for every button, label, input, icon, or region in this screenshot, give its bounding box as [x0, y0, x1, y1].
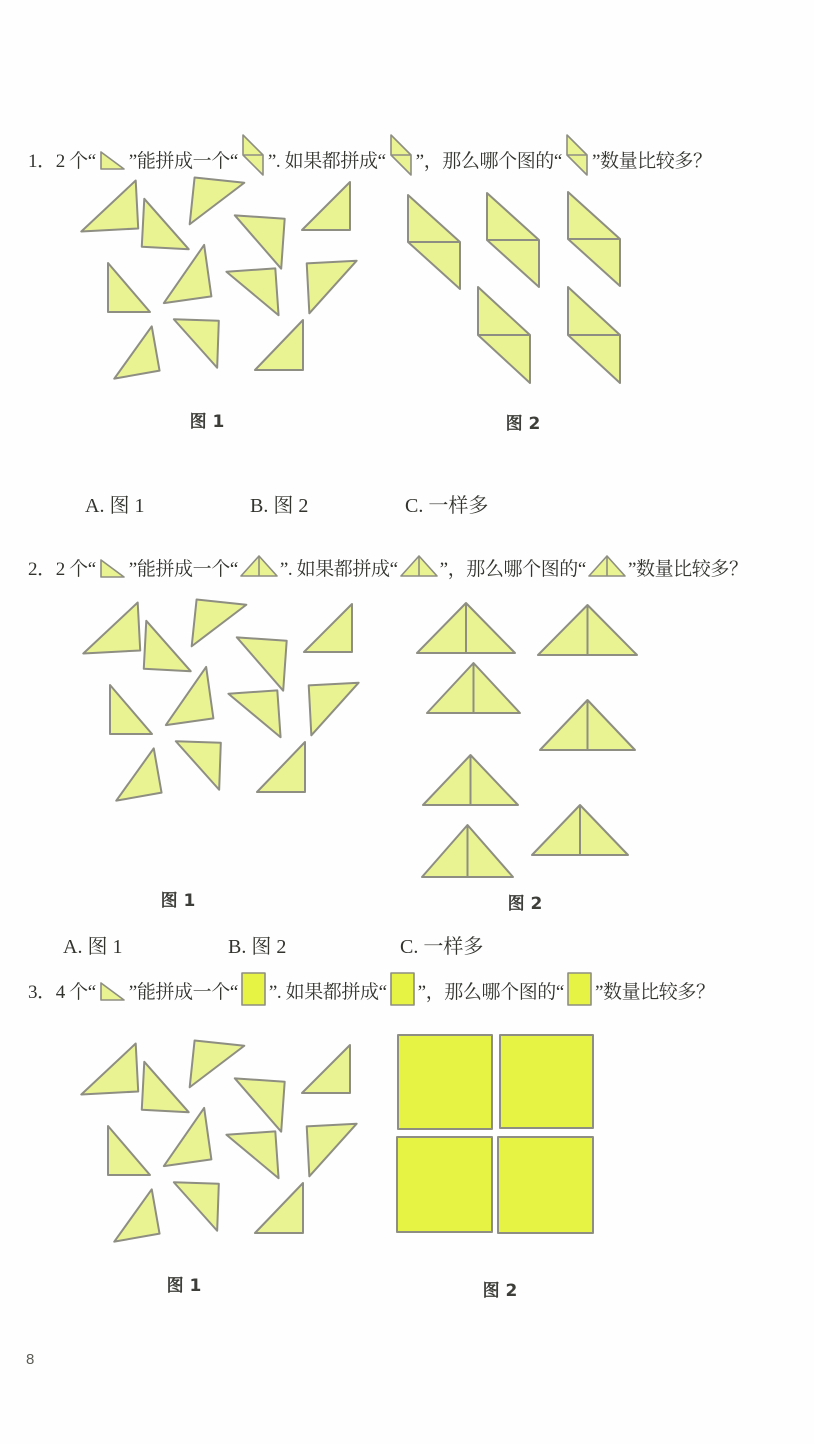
triangle-shape: [157, 1108, 212, 1166]
tri-shape-icon: [100, 982, 125, 1001]
question-text-segment: 1．2 个“: [28, 151, 96, 172]
q2-fig2-figure: [410, 595, 655, 885]
iso-shape-icon: [588, 555, 626, 577]
square-shape-icon: [567, 972, 592, 1006]
triangle-shape: [108, 1126, 150, 1175]
question-text-segment: ”，那么哪个图的“: [417, 982, 564, 1003]
triangle-shape: [108, 263, 150, 312]
triangle-shape: [302, 182, 350, 230]
q3-fig2-caption: 图 2: [482, 1281, 518, 1301]
q2-fig2-caption: 图 2: [507, 894, 543, 914]
question-text-segment: ”能拼成一个“: [128, 982, 238, 1003]
triangle-shape: [307, 261, 360, 314]
triangle-shape: [233, 637, 286, 690]
square-shape-icon: [390, 972, 415, 1006]
triangle-shape: [309, 683, 362, 736]
pgram-shape-icon: [566, 134, 588, 176]
q3-fig2-figure: [390, 1030, 605, 1240]
square-shape: [398, 1035, 492, 1129]
question-text-segment: ”. 如果都拼成“: [268, 982, 387, 1003]
q3-fig1-caption: 图 1: [166, 1276, 202, 1296]
question-text-segment: ”能拼成一个“: [128, 559, 238, 580]
square-shape: [500, 1035, 593, 1128]
iso-shape-icon: [400, 555, 438, 577]
triangle-shape: [142, 1062, 191, 1112]
q1-fig1-caption: 图 1: [189, 412, 225, 432]
triangle-shape: [190, 178, 245, 230]
question-text-segment: ”. 如果都拼成“: [279, 559, 398, 580]
triangle-shape: [226, 1131, 278, 1181]
square-shape: [397, 1137, 492, 1232]
tri-shape-icon: [100, 559, 125, 578]
option-a: A. 图 1: [85, 495, 145, 517]
triangle-shape: [172, 1182, 219, 1231]
triangle-shape: [257, 742, 305, 792]
triangle-shape: [228, 690, 280, 740]
question-2-text: [28, 555, 748, 583]
triangle-shape: [255, 320, 303, 370]
q1-fig2-caption: 图 2: [505, 414, 541, 434]
triangle-shape: [302, 1045, 350, 1093]
q1-fig1-figure: [68, 175, 368, 387]
triangle-shape: [108, 748, 161, 800]
square-shape: [498, 1137, 593, 1233]
tri-shape-icon: [100, 151, 125, 170]
page-number: 8: [26, 1351, 35, 1368]
option-c: C. 一样多: [400, 936, 484, 958]
pgram-shape-icon: [390, 134, 412, 176]
triangle-shape: [226, 268, 278, 318]
triangle-shape: [304, 604, 352, 652]
triangle-shape: [190, 1041, 245, 1093]
triangle-shape: [106, 1189, 159, 1241]
triangle-shape: [159, 667, 214, 725]
q1-fig2-figure: [400, 190, 630, 390]
triangle-shape: [307, 1124, 360, 1177]
triangle-shape: [231, 1078, 284, 1131]
triangle-shape: [144, 621, 193, 671]
iso-shape-icon: [240, 555, 278, 577]
triangle-shape: [79, 181, 138, 232]
question-2-options: [0, 930, 814, 958]
q3-fig1-figure: [68, 1038, 368, 1250]
question-text-segment: ”数量比较多？: [591, 151, 712, 172]
triangle-shape: [81, 603, 140, 654]
question-text-segment: ”. 如果都拼成“: [267, 151, 386, 172]
question-text-segment: ”数量比较多？: [627, 559, 748, 580]
triangle-shape: [255, 1183, 303, 1233]
question-text-segment: ”，那么哪个图的“: [415, 151, 562, 172]
pgram-shape-icon: [242, 134, 264, 176]
triangle-shape: [106, 326, 159, 378]
option-c: C. 一样多: [405, 495, 489, 517]
option-b: B. 图 2: [250, 495, 309, 517]
triangle-shape: [157, 245, 212, 303]
triangle-shape: [174, 741, 221, 790]
triangle-shape: [142, 199, 191, 249]
question-1-text: [28, 134, 712, 176]
square-shape-icon: [241, 972, 266, 1006]
option-b: B. 图 2: [228, 936, 287, 958]
triangle-shape: [231, 215, 284, 268]
question-text-segment: ”数量比较多？: [594, 982, 715, 1003]
question-text-segment: ”能拼成一个“: [128, 151, 238, 172]
question-text-segment: 2．2 个“: [28, 559, 96, 580]
question-text-segment: 3．4 个“: [28, 982, 96, 1003]
question-3-text: [28, 972, 715, 1006]
question-text-segment: ”，那么哪个图的“: [439, 559, 586, 580]
triangle-shape: [79, 1044, 138, 1095]
triangle-shape: [110, 685, 152, 734]
option-a: A. 图 1: [63, 936, 123, 958]
question-1-options: [0, 489, 814, 517]
triangle-shape: [192, 600, 247, 652]
q2-fig1-caption: 图 1: [160, 891, 196, 911]
q2-fig1-figure: [70, 597, 370, 809]
triangle-shape: [172, 319, 219, 368]
